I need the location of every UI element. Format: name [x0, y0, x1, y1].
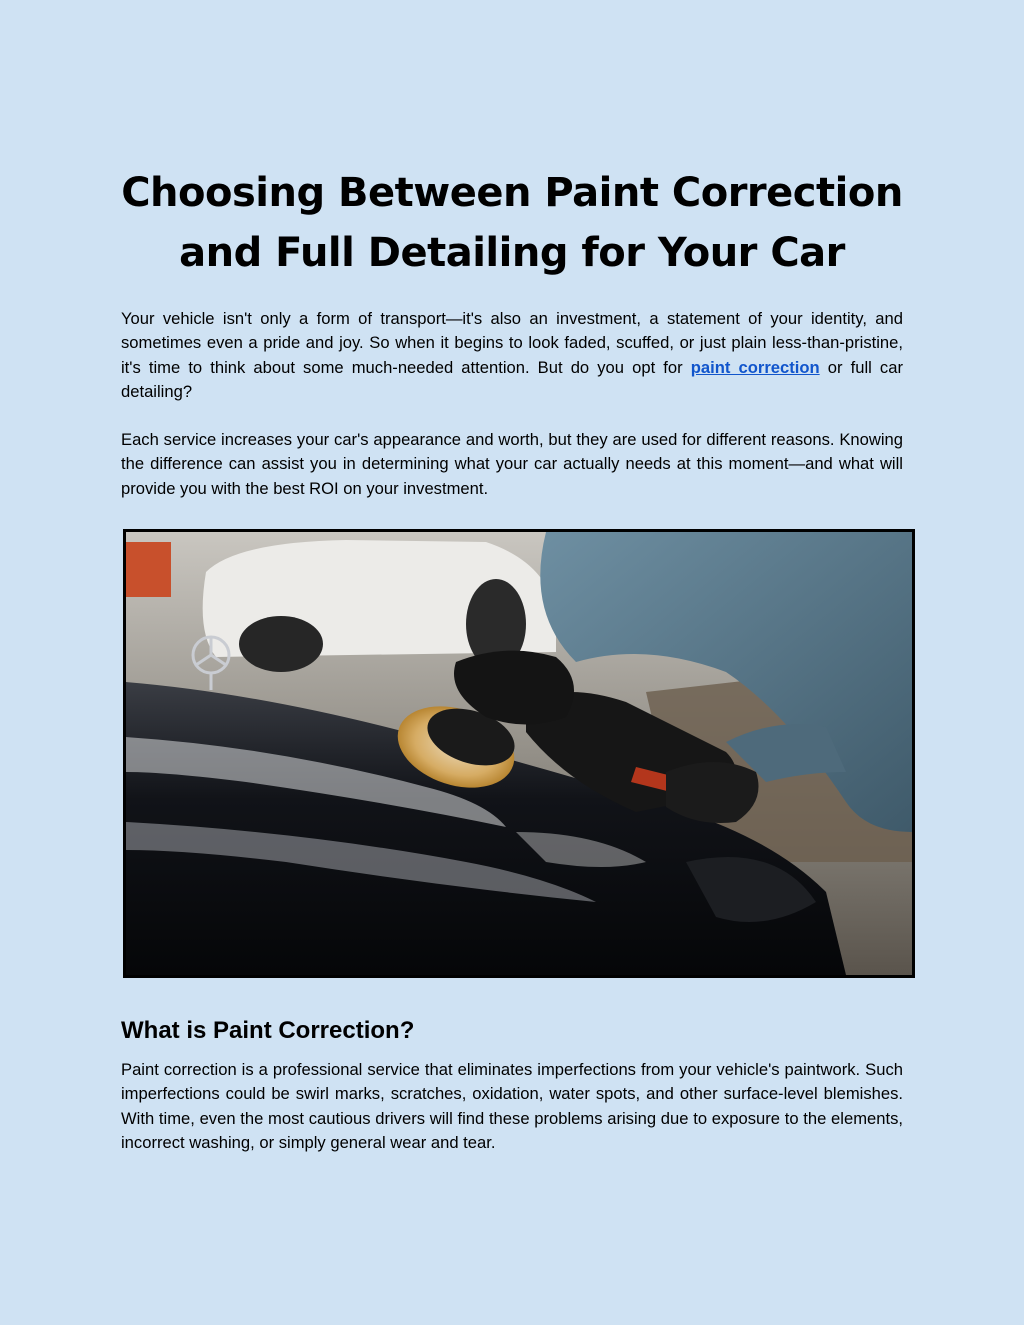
intro-text-before-link: Your vehicle isn't only a form of transport—it's also an investment, a statement of your identity, and sometimes even a pride and joy. So when it begins to look faded, scuffed, or just plain less-than-pristine, it's time to think about some much-needed attention. But do you opt for: [121, 309, 903, 377]
section-heading-paint-correction: What is Paint Correction?: [121, 1017, 415, 1044]
red-equipment: [126, 542, 171, 597]
title-line-1: Choosing Between Paint Correction: [121, 170, 903, 216]
intro-paragraph-2: Each service increases your car's appearance and worth, but they are used for different reasons. Knowing the difference can assist you in determining what your car actually needs at this moment—and what will provide you with the best ROI on your investment.: [121, 430, 903, 498]
car-polishing-photo: [123, 529, 915, 978]
intro-paragraph-1: [121, 307, 903, 404]
gloved-hand-bottom: [666, 762, 759, 823]
background-car-wheel: [239, 616, 323, 672]
section-paragraph-paint-correction: Paint correction is a professional service that eliminates imperfections from your vehicle's paintwork. Such imperfections could be swirl marks, scratches, oxidation, water spots, and other surface-level blemishes. With time, even the most cautious drivers will find these problems arising due to exposure to the elements, incorrect washing, or simply general wear and tear.: [121, 1060, 903, 1152]
paint-correction-link[interactable]: paint correction: [690, 357, 820, 377]
intro-text-after-link: or full car detailing?: [121, 357, 903, 401]
title-line-2: and Full Detailing for Your Car: [179, 230, 845, 276]
page-title: [100, 163, 924, 283]
